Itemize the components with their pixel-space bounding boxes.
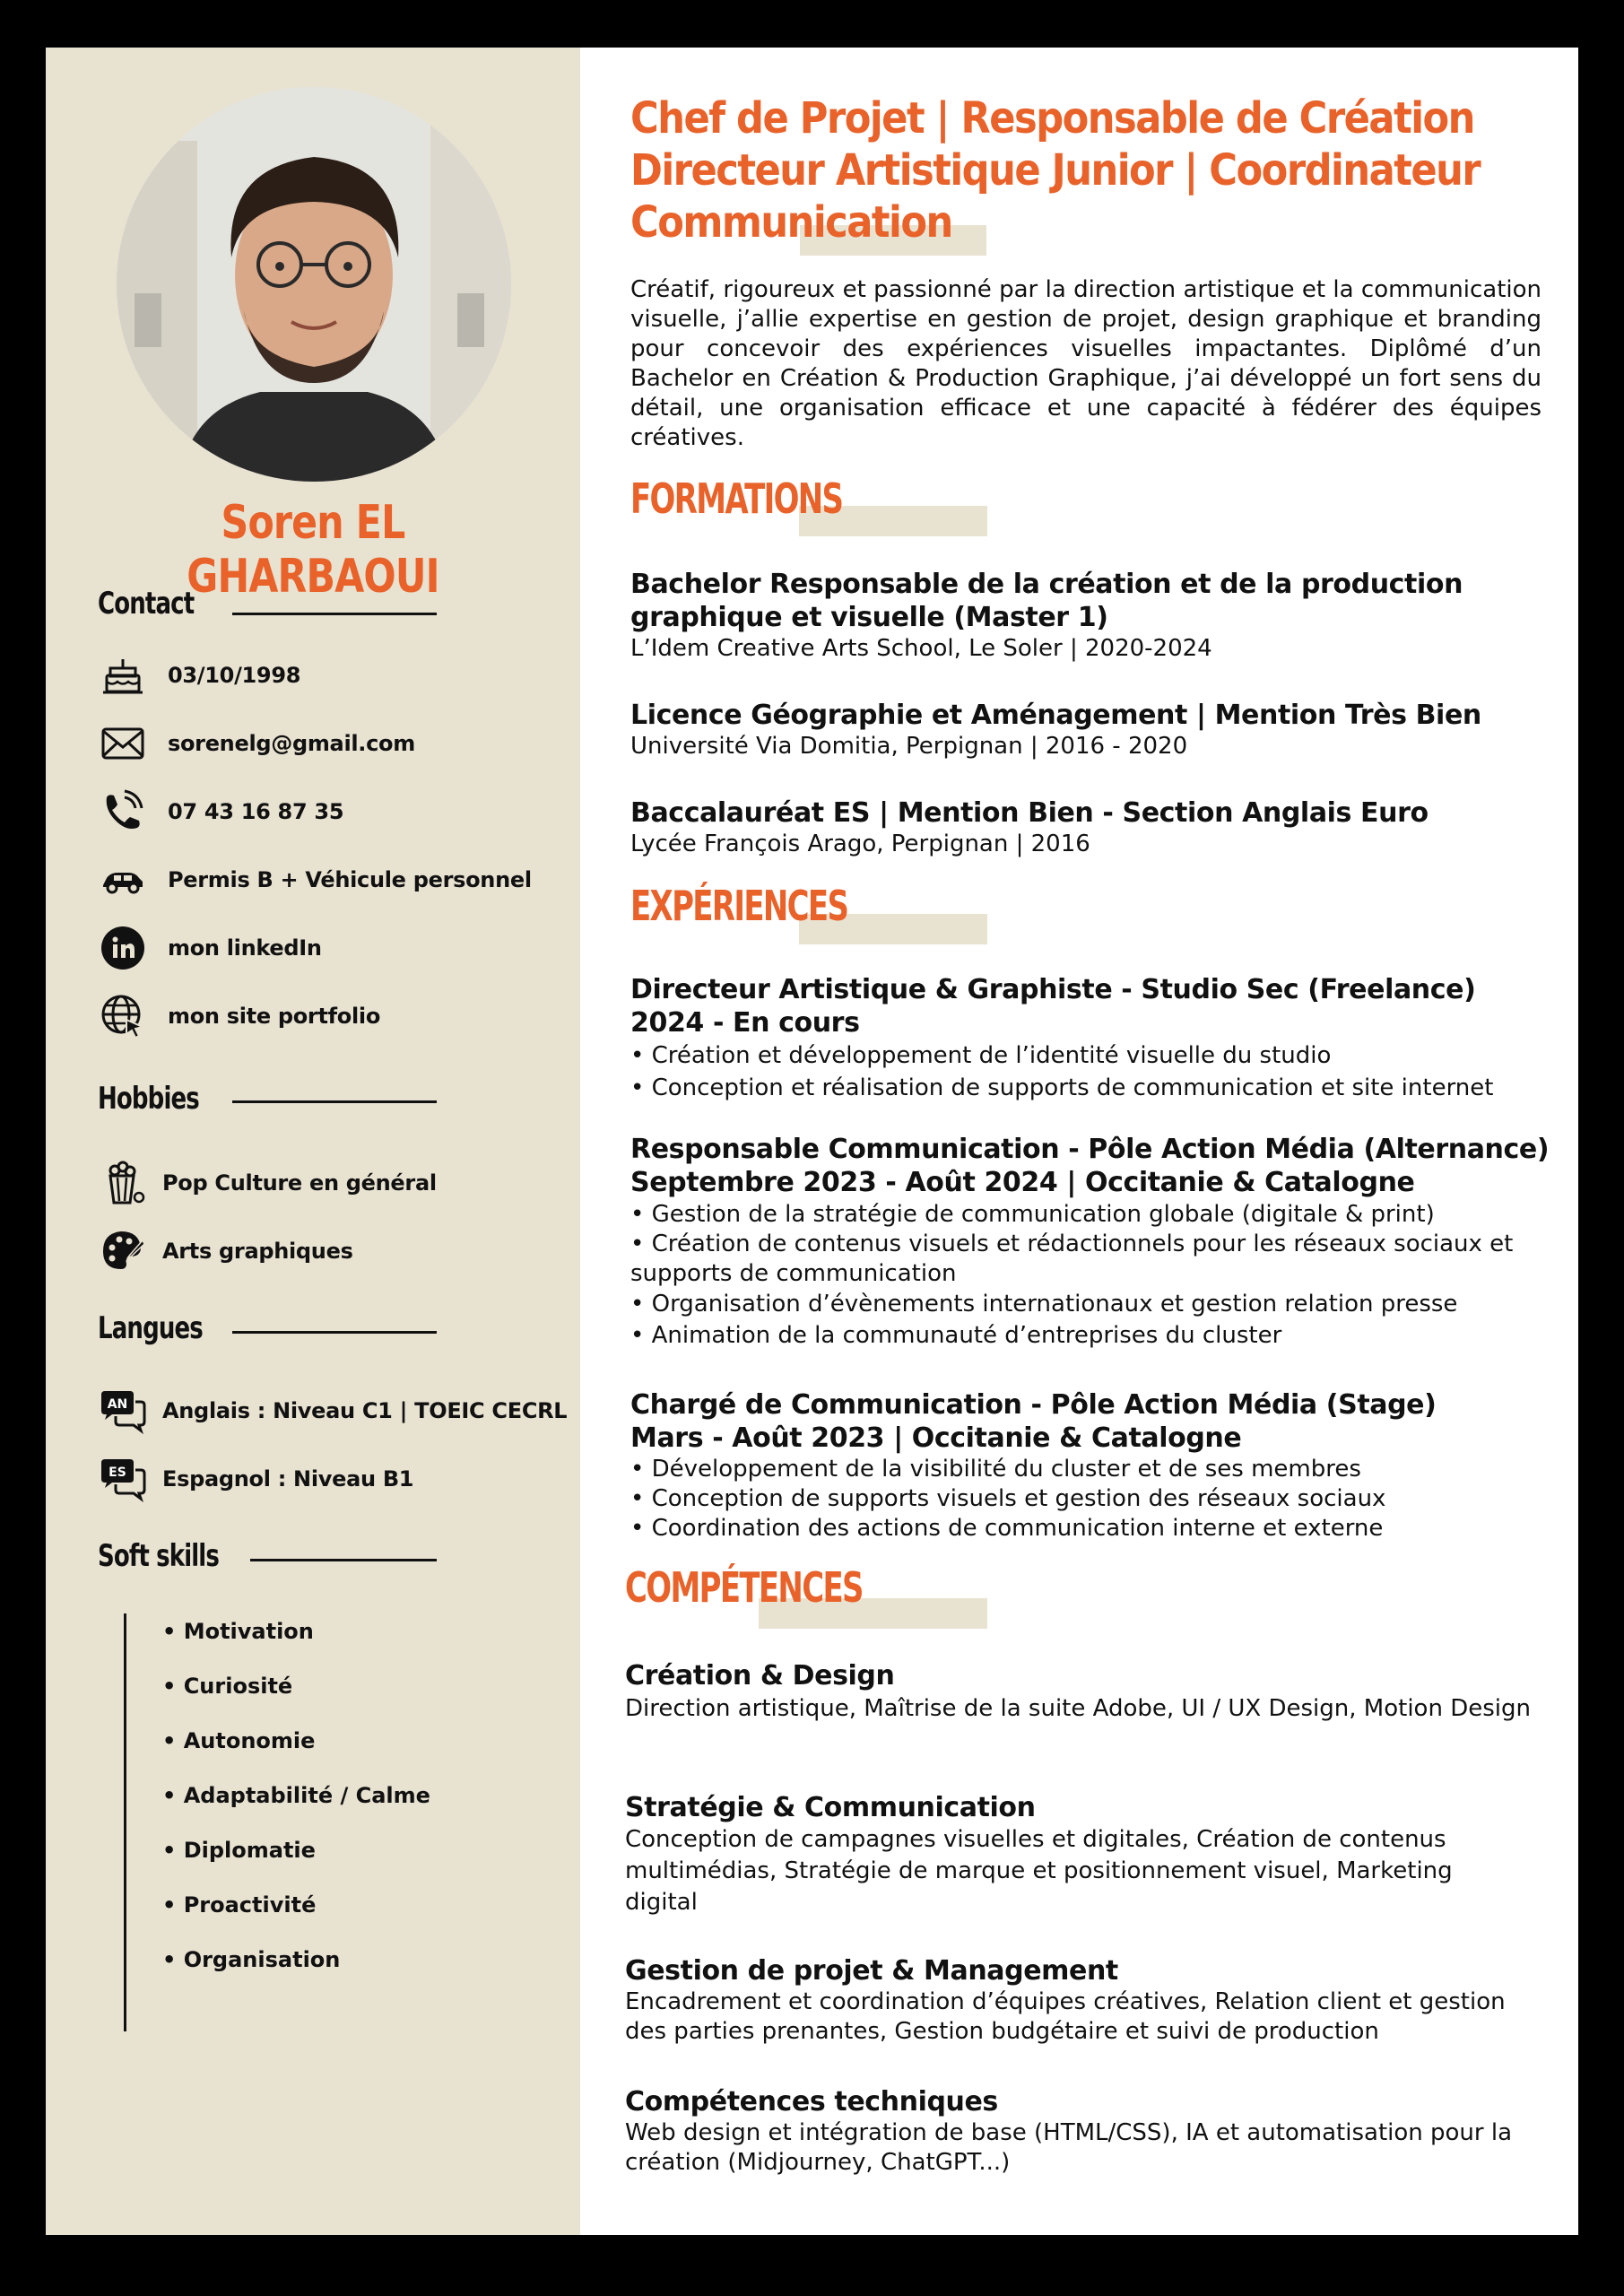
soft-skill-item: • Organisation: [162, 1947, 341, 1972]
contact-linkedin-text[interactable]: mon linkedIn: [168, 935, 322, 961]
job-title: [630, 92, 1545, 248]
skill-detail: Direction artistique, Maîtrise de la suite Adobe, UI / UX Design, Motion Design: [625, 1695, 1531, 1722]
skill-detail: Encadrement et coordination d’équipes créatives, Relation client et gestion des parties prenantes, Gestion budgétaire et suivi de production: [625, 1988, 1506, 2045]
language-spanish: [98, 1454, 413, 1504]
formation-item: [630, 699, 1554, 761]
formation-title: Baccalauréat ES | Mention Bien - Section Anglais Euro: [630, 797, 1429, 829]
language-english-text: Anglais : Niveau C1 | TOEIC CECRL: [162, 1398, 568, 1423]
contact-license: [98, 855, 532, 905]
skill-title: Compétences techniques: [625, 2086, 998, 2118]
skill-item: [625, 2085, 1531, 2178]
contact-portfolio-text[interactable]: mon site portfolio: [168, 1004, 381, 1029]
formation-item: [630, 568, 1554, 664]
experience-item: [630, 973, 1554, 1104]
contact-email[interactable]: [98, 718, 415, 769]
contact-divider: [232, 613, 437, 615]
sidebar: [46, 48, 580, 2235]
language-spanish-text: Espagnol : Niveau B1: [162, 1466, 414, 1492]
formations-heading: FORMATIONS: [630, 474, 843, 523]
skill-item: [625, 1954, 1531, 2047]
experience-period: Septembre 2023 - Août 2024 | Occitanie & Catalogne: [630, 1167, 1415, 1198]
speech-bubble-es-icon: [98, 1454, 148, 1504]
experience-bullet: • Organisation d’évènements internationaux et gestion relation presse: [630, 1291, 1458, 1318]
soft-skill-item: • Adaptabilité / Calme: [162, 1783, 430, 1808]
experience-title: Directeur Artistique & Graphiste - Studio Sec (Freelance): [630, 974, 1476, 1005]
soft-skill-item: • Diplomatie: [162, 1838, 316, 1863]
hobby-pop-culture-text: Pop Culture en général: [162, 1170, 437, 1196]
hobbies-divider: [232, 1100, 437, 1103]
car-icon: [98, 855, 148, 905]
experience-period: 2024 - En cours: [630, 1007, 860, 1039]
formation-title: Licence Géographie et Aménagement | Mention Très Bien: [630, 700, 1481, 731]
birthday-cake-icon: [98, 650, 148, 700]
skill-title: Création & Design: [625, 1660, 895, 1692]
soft-skill-item: • Proactivité: [162, 1892, 317, 1918]
job-title-line-2: Directeur Artistique Junior | Coordinateur: [630, 145, 1481, 196]
experience-bullet: • Coordination des actions de communication interne et externe: [630, 1515, 1384, 1542]
formation-title: Bachelor Responsable de la création et de la production graphique et visuelle (Master 1): [630, 569, 1463, 633]
contact-birthday-text: 03/10/1998: [168, 663, 301, 688]
experience-title: Chargé de Communication - Pôle Action Média (Stage): [630, 1389, 1437, 1421]
skill-title: Stratégie & Communication: [625, 1792, 1036, 1823]
experience-bullet: • Conception de supports visuels et gestion des réseaux sociaux: [630, 1485, 1386, 1512]
globe-cursor-icon: [98, 991, 148, 1041]
soft-skills-bar: [124, 1613, 126, 2031]
experience-period: Mars - Août 2023 | Occitanie & Catalogne: [630, 1422, 1242, 1454]
experience-title: Responsable Communication - Pôle Action Média (Alternance): [630, 1134, 1550, 1165]
contact-phone[interactable]: [98, 787, 343, 837]
skill-detail: Web design et intégration de base (HTML/CSS), IA et automatisation pour la création (Midjourney, ChatGPT...): [625, 2119, 1513, 2176]
skill-item: [625, 1791, 1531, 1918]
experience-bullet: • Création de contenus visuels et rédactionnels pour les réseaux sociaux et supports de communication: [630, 1231, 1514, 1287]
soft-skill-item: • Motivation: [162, 1619, 314, 1644]
speech-bubble-an-icon: [98, 1386, 148, 1436]
envelope-icon: [98, 718, 148, 769]
experience-bullet: • Développement de la visibilité du cluster et de ses membres: [630, 1456, 1361, 1483]
soft-skills-divider: [250, 1559, 437, 1561]
soft-skill-item: • Autonomie: [162, 1728, 316, 1753]
experience-item: [630, 1388, 1554, 1544]
hobbies-heading: Hobbies: [98, 1081, 199, 1117]
profile-name: Soren EL GHARBAOUI: [187, 496, 439, 604]
profile-photo: [117, 87, 511, 482]
contact-linkedin[interactable]: [98, 923, 322, 973]
contact-portfolio[interactable]: [98, 991, 380, 1041]
skill-item: [625, 1659, 1531, 1725]
resume-page: [46, 48, 1578, 2235]
skill-detail: Conception de campagnes visuelles et digitales, Création de contenus multimédias, Stratégie de marque et positionnement visuel, Marketing digital: [625, 1826, 1453, 1916]
contact-email-text[interactable]: sorenelg@gmail.com: [168, 731, 415, 756]
job-title-line-3: Communication: [630, 197, 952, 248]
soft-skill-item: • Curiosité: [162, 1674, 293, 1699]
language-english: [98, 1386, 567, 1436]
formation-item: [630, 796, 1554, 859]
experience-bullet: • Conception et réalisation de supports de communication et site internet: [630, 1074, 1494, 1101]
linkedin-icon: [98, 923, 148, 973]
skills-heading: COMPÉTENCES: [625, 1563, 863, 1612]
palette-icon: [98, 1226, 148, 1276]
intro-paragraph: Créatif, rigoureux et passionné par la direction artistique et la communication visuelle, j’allie expertise en gestion de projet, design graphique et branding pour concevoir des expériences visuelles impactantes. Diplômé d’un Bachelor en Création & Production Graphique, j’ai développé un fort sens du détail, une organisation efficace et une capacité à fédérer des équipes créatives.: [630, 276, 1541, 451]
contact-license-text: Permis B + Véhicule personnel: [168, 867, 532, 892]
formation-detail: L’Idem Creative Arts School, Le Soler | 2020-2024: [630, 635, 1212, 662]
hobby-arts: [98, 1226, 353, 1276]
languages-heading: Langues: [98, 1310, 203, 1346]
contact-heading: Contact: [98, 586, 195, 622]
phone-icon: [98, 787, 148, 837]
experience-bullet: • Création et développement de l’identité visuelle du studio: [630, 1042, 1332, 1069]
contact-birthday: [98, 650, 300, 700]
soft-skills-heading: Soft skills: [98, 1538, 219, 1574]
formation-detail: Université Via Domitia, Perpignan | 2016 - 2020: [630, 733, 1188, 760]
popcorn-icon: [98, 1158, 148, 1208]
hobby-pop-culture: [98, 1158, 437, 1208]
hobby-arts-text: Arts graphiques: [162, 1239, 353, 1264]
experience-item: [630, 1133, 1554, 1352]
formation-detail: Lycée François Arago, Perpignan | 2016: [630, 831, 1090, 857]
experiences-heading: EXPÉRIENCES: [630, 882, 848, 930]
experience-bullet: • Animation de la communauté d’entreprises du cluster: [630, 1322, 1282, 1349]
contact-phone-text[interactable]: 07 43 16 87 35: [168, 799, 344, 824]
skill-title: Gestion de projet & Management: [625, 1955, 1118, 1987]
svg-text:ES: ES: [109, 1465, 126, 1480]
languages-divider: [232, 1331, 437, 1334]
svg-text:AN: AN: [107, 1397, 128, 1412]
job-title-line-1: Chef de Projet | Responsable de Création: [630, 93, 1474, 144]
experience-bullet: • Gestion de la stratégie de communication globale (digitale & print): [630, 1201, 1435, 1228]
